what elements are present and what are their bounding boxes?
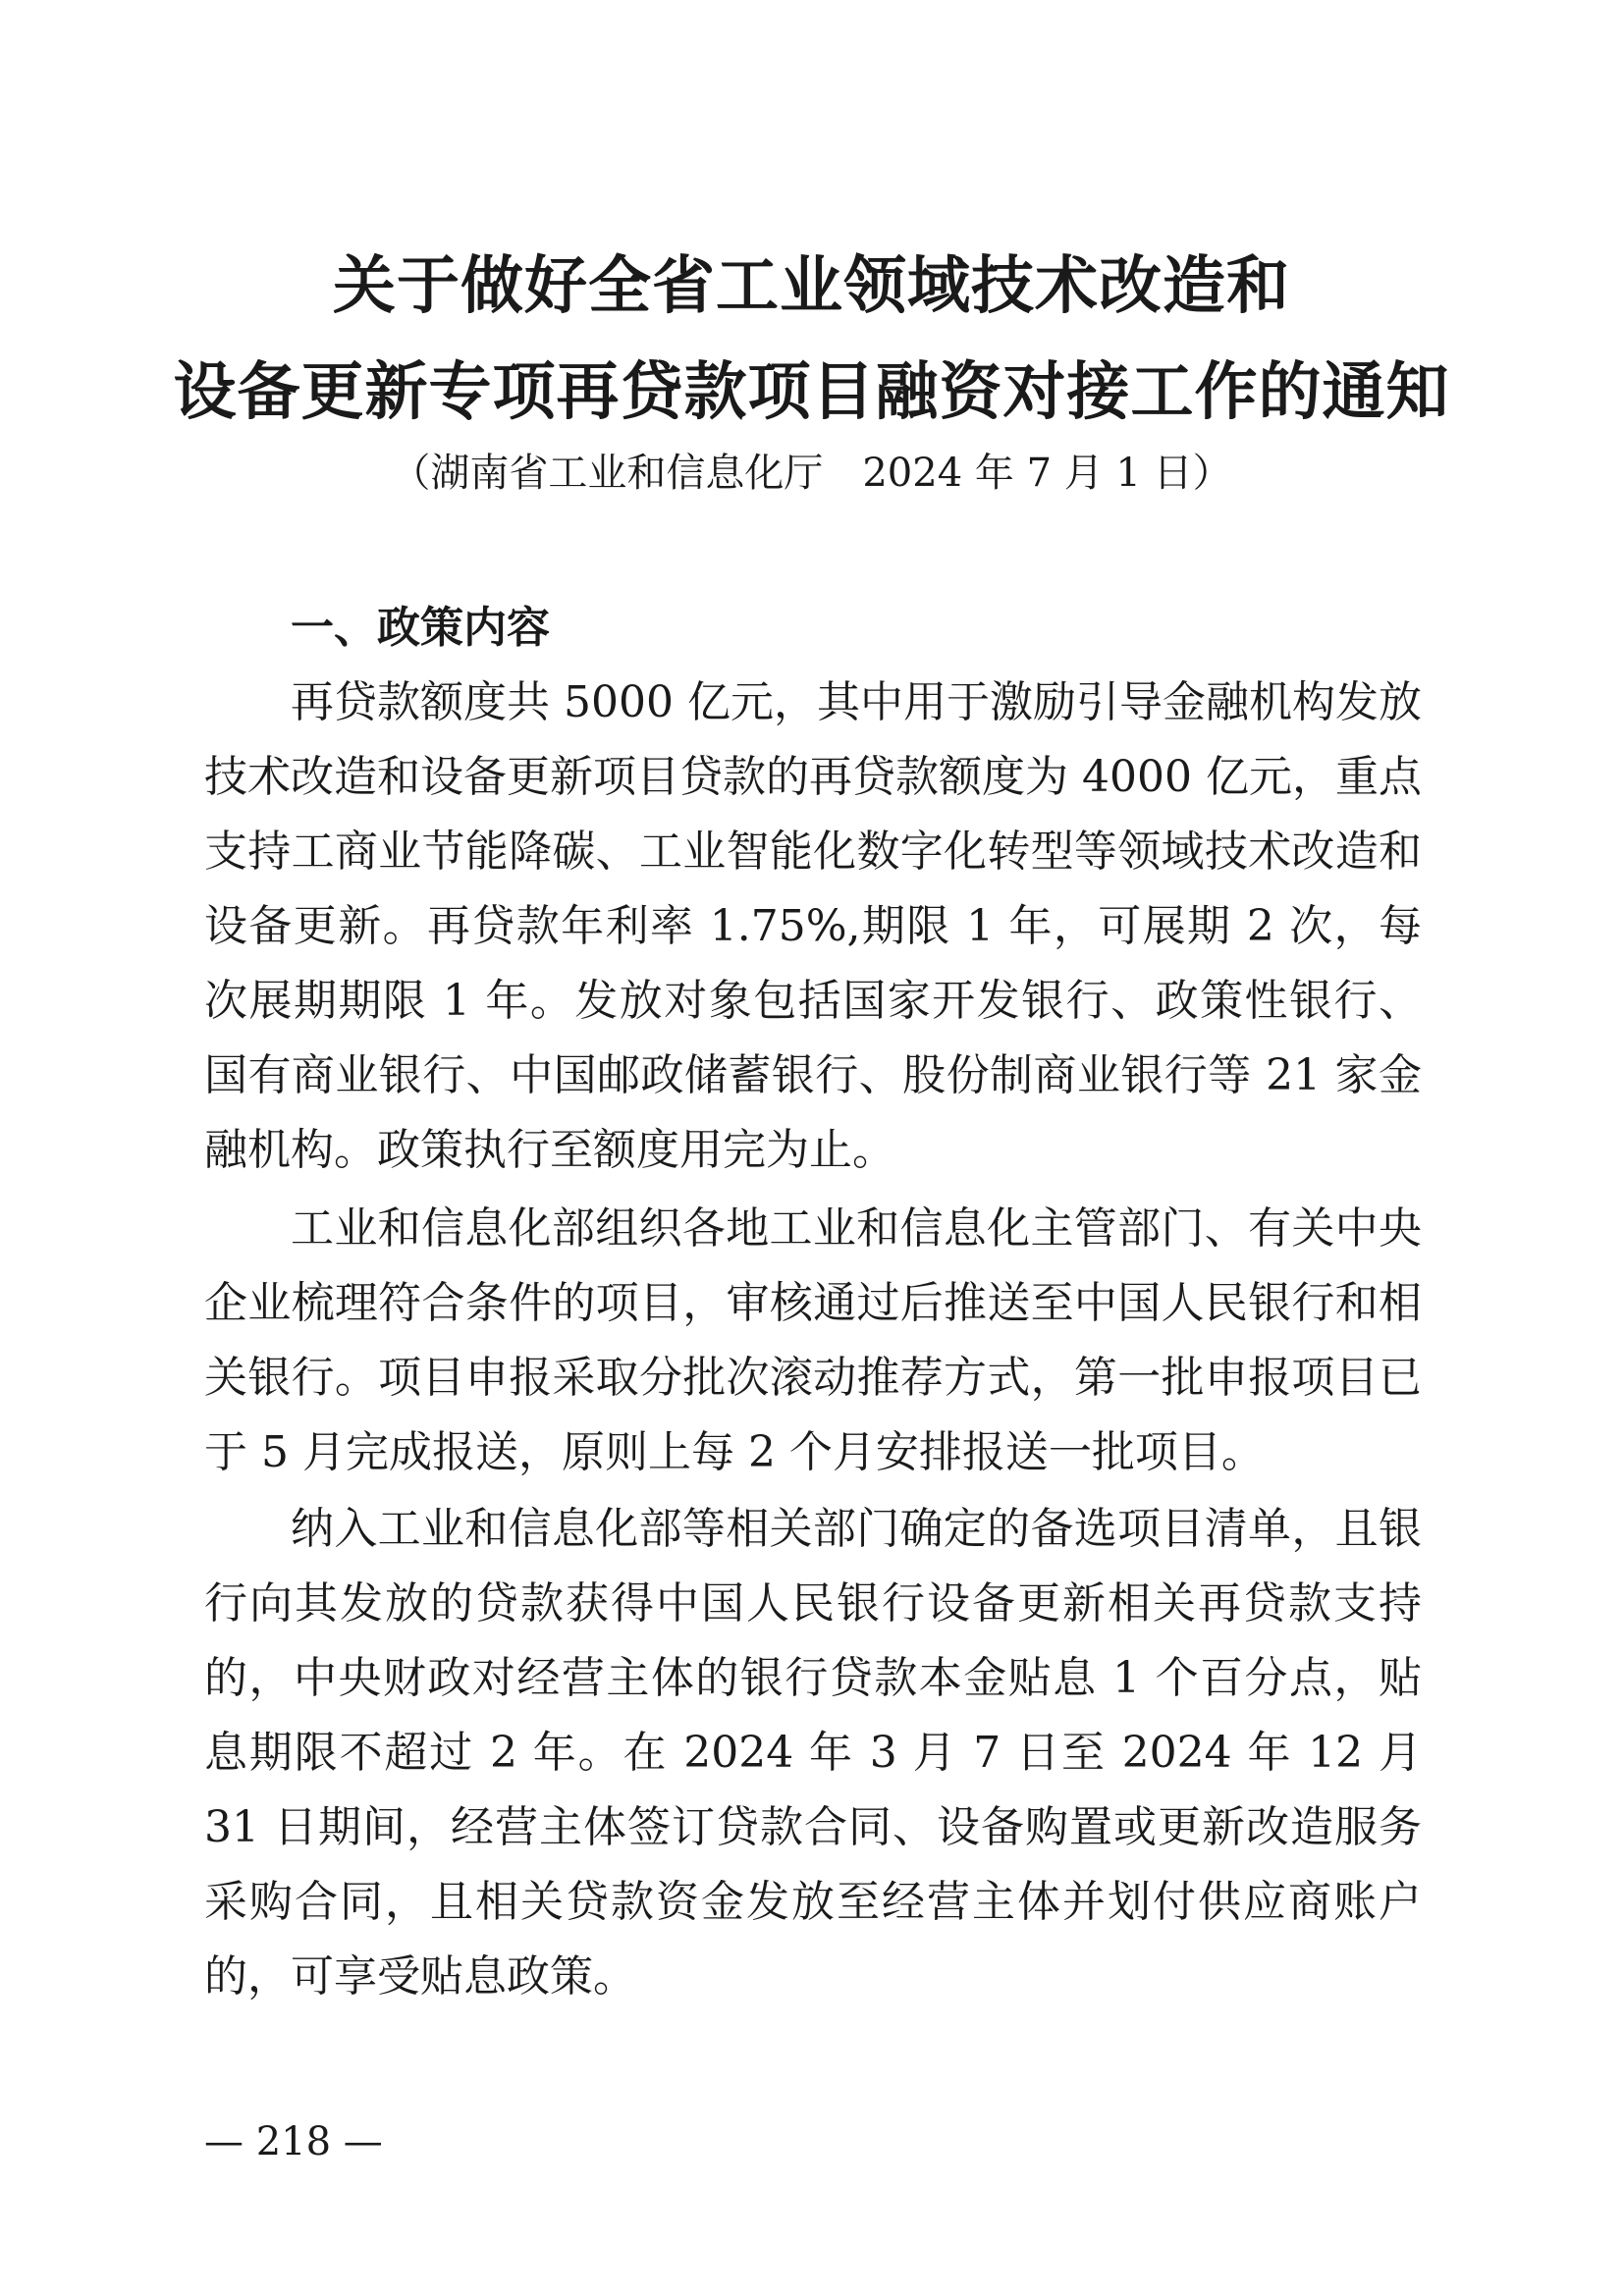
document-subtitle: （湖南省工业和信息化厅 2024 年 7 月 1 日） bbox=[391, 451, 1232, 496]
page-number: — 218 — bbox=[204, 2119, 383, 2164]
body-paragraph-3: 纳入工业和信息化部等相关部门确定的备选项目清单，且银行向其发放的贷款获得中国人民银行设备更新相关再贷款支持的，中央财政对经营主体的银行贷款本金贴息 1 个百分点，贴息期限不超过 2 年。在 2024 年 3 月 7 日至 2024 年 12 月 31 日期间，经营主体签订贷款合同、设备购置或更新改造服务采购合同，且相关贷款资金发放至经营主体并划付供应商账户的，可享受贴息政策。 bbox=[204, 1504, 1422, 2002]
document-title-line-2: 设备更新专项再贷款项目融资对接工作的通知 bbox=[173, 356, 1450, 429]
document-title-line-1: 关于做好全省工业领域技术改造和 bbox=[333, 250, 1290, 323]
section-heading: 一、政策内容 bbox=[291, 603, 550, 653]
body-paragraph-2: 工业和信息化部组织各地工业和信息化主管部门、有关中央企业梳理符合条件的项目，审核通过后推送至中国人民银行和相关银行。项目申报采取分批次滚动推荐方式，第一批申报项目已于 5 月完成报送，原则上每 2 个月安排报送一批项目。 bbox=[204, 1203, 1422, 1477]
body-paragraph-1: 再贷款额度共 5000 亿元，其中用于激励引导金融机构发放技术改造和设备更新项目贷款的再贷款额度为 4000 亿元，重点支持工商业节能降碳、工业智能化数字化转型等领域技术改造和设备更新。再贷款年利率 1.75%,期限 1 年，可展期 2 次，每次展期期限 1 年。发放对象包括国家开发银行、政策性银行、国有商业银行、中国邮政储蓄银行、股份制商业银行等 21 家金融机构。政策执行至额度用完为止。 bbox=[204, 677, 1422, 1175]
